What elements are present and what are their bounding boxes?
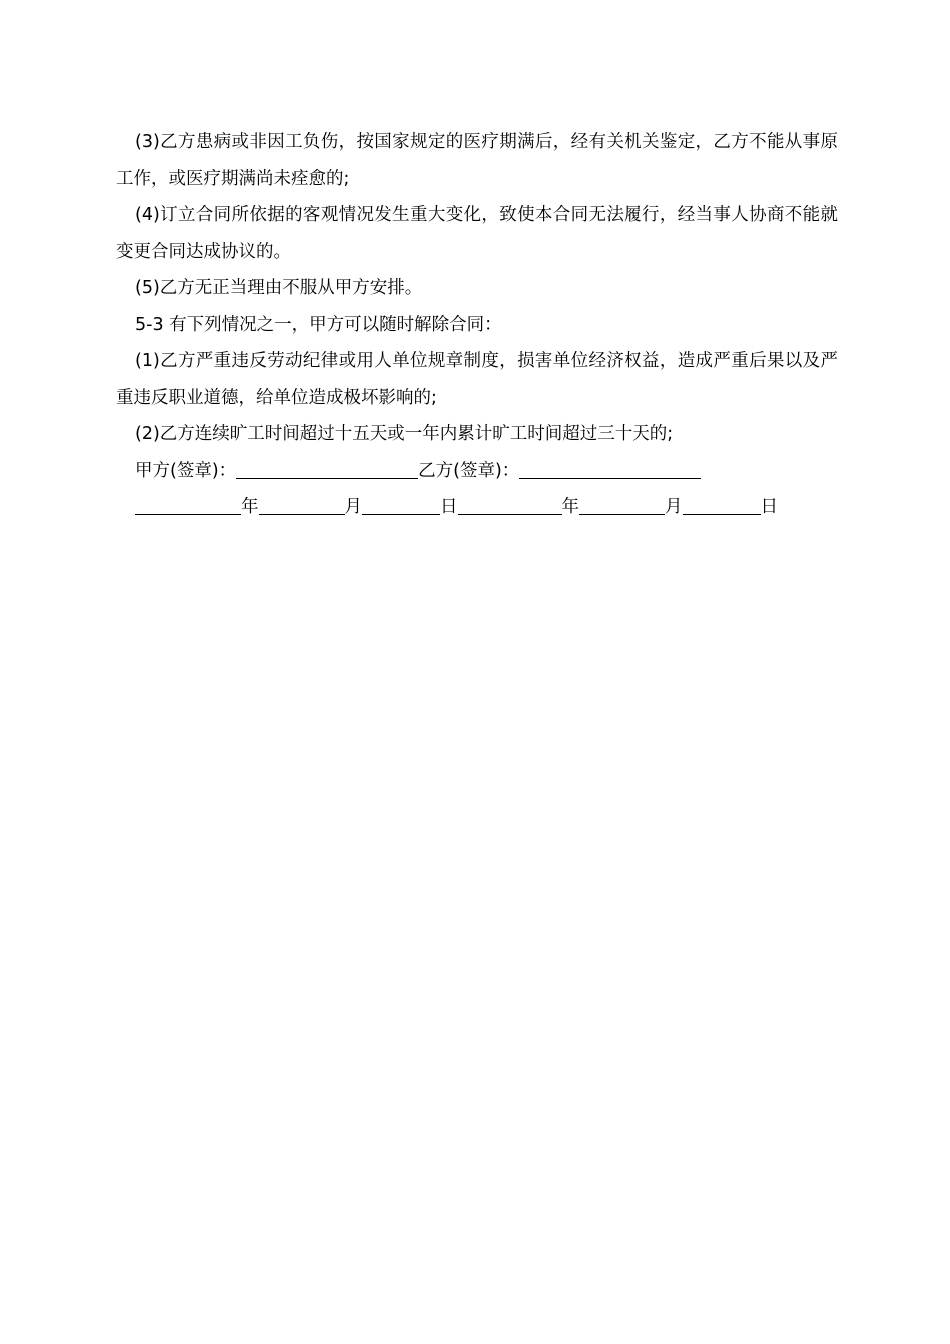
party-a-month-blank[interactable] [259,496,345,515]
party-b-month-blank[interactable] [579,496,665,515]
party-b-year-label: 年 [561,497,579,517]
party-a-signature-blank[interactable] [236,460,418,479]
party-a-year-blank[interactable] [135,496,241,515]
signature-line [116,453,838,490]
clause-5: (5)乙方无正当理由不服从甲方安排。 [135,278,423,298]
party-a-day-label: 日 [440,497,458,517]
party-b-day-blank[interactable] [683,496,761,515]
party-b-year-blank[interactable] [458,496,562,515]
party-b-month-label: 月 [665,497,683,517]
party-a-month-label: 月 [344,497,362,517]
clause-5-3-2: (2)乙方连续旷工时间超过十五天或一年内累计旷工时间超过三十天的; [135,424,674,444]
section-5-3-heading: 5-3 有下列情况之一，甲方可以随时解除合同： [135,314,502,335]
party-b-day-label: 日 [760,497,778,517]
party-b-signature-blank[interactable] [519,460,701,479]
party-a-year-label: 年 [241,497,259,517]
clause-3: (3)乙方患病或非因工负伤，按国家规定的医疗期满后，经有关机关鉴定，乙方不能从事原工作，或医疗期满尚未痊愈的; [116,132,838,189]
document-body [116,124,838,526]
date-line [116,489,838,526]
party-a-signature-label: 甲方(签章)： [135,460,237,481]
clause-5-3-1: (1)乙方严重违反劳动纪律或用人单位规章制度，损害单位经济权益，造成严重后果以及严重违反职业道德，给单位造成极坏影响的; [116,351,838,408]
party-b-signature-label: 乙方(签章)： [418,460,520,481]
party-a-day-blank[interactable] [362,496,440,515]
clause-4: (4)订立合同所依据的客观情况发生重大变化，致使本合同无法履行，经当事人协商不能就变更合同达成协议的。 [116,205,838,262]
